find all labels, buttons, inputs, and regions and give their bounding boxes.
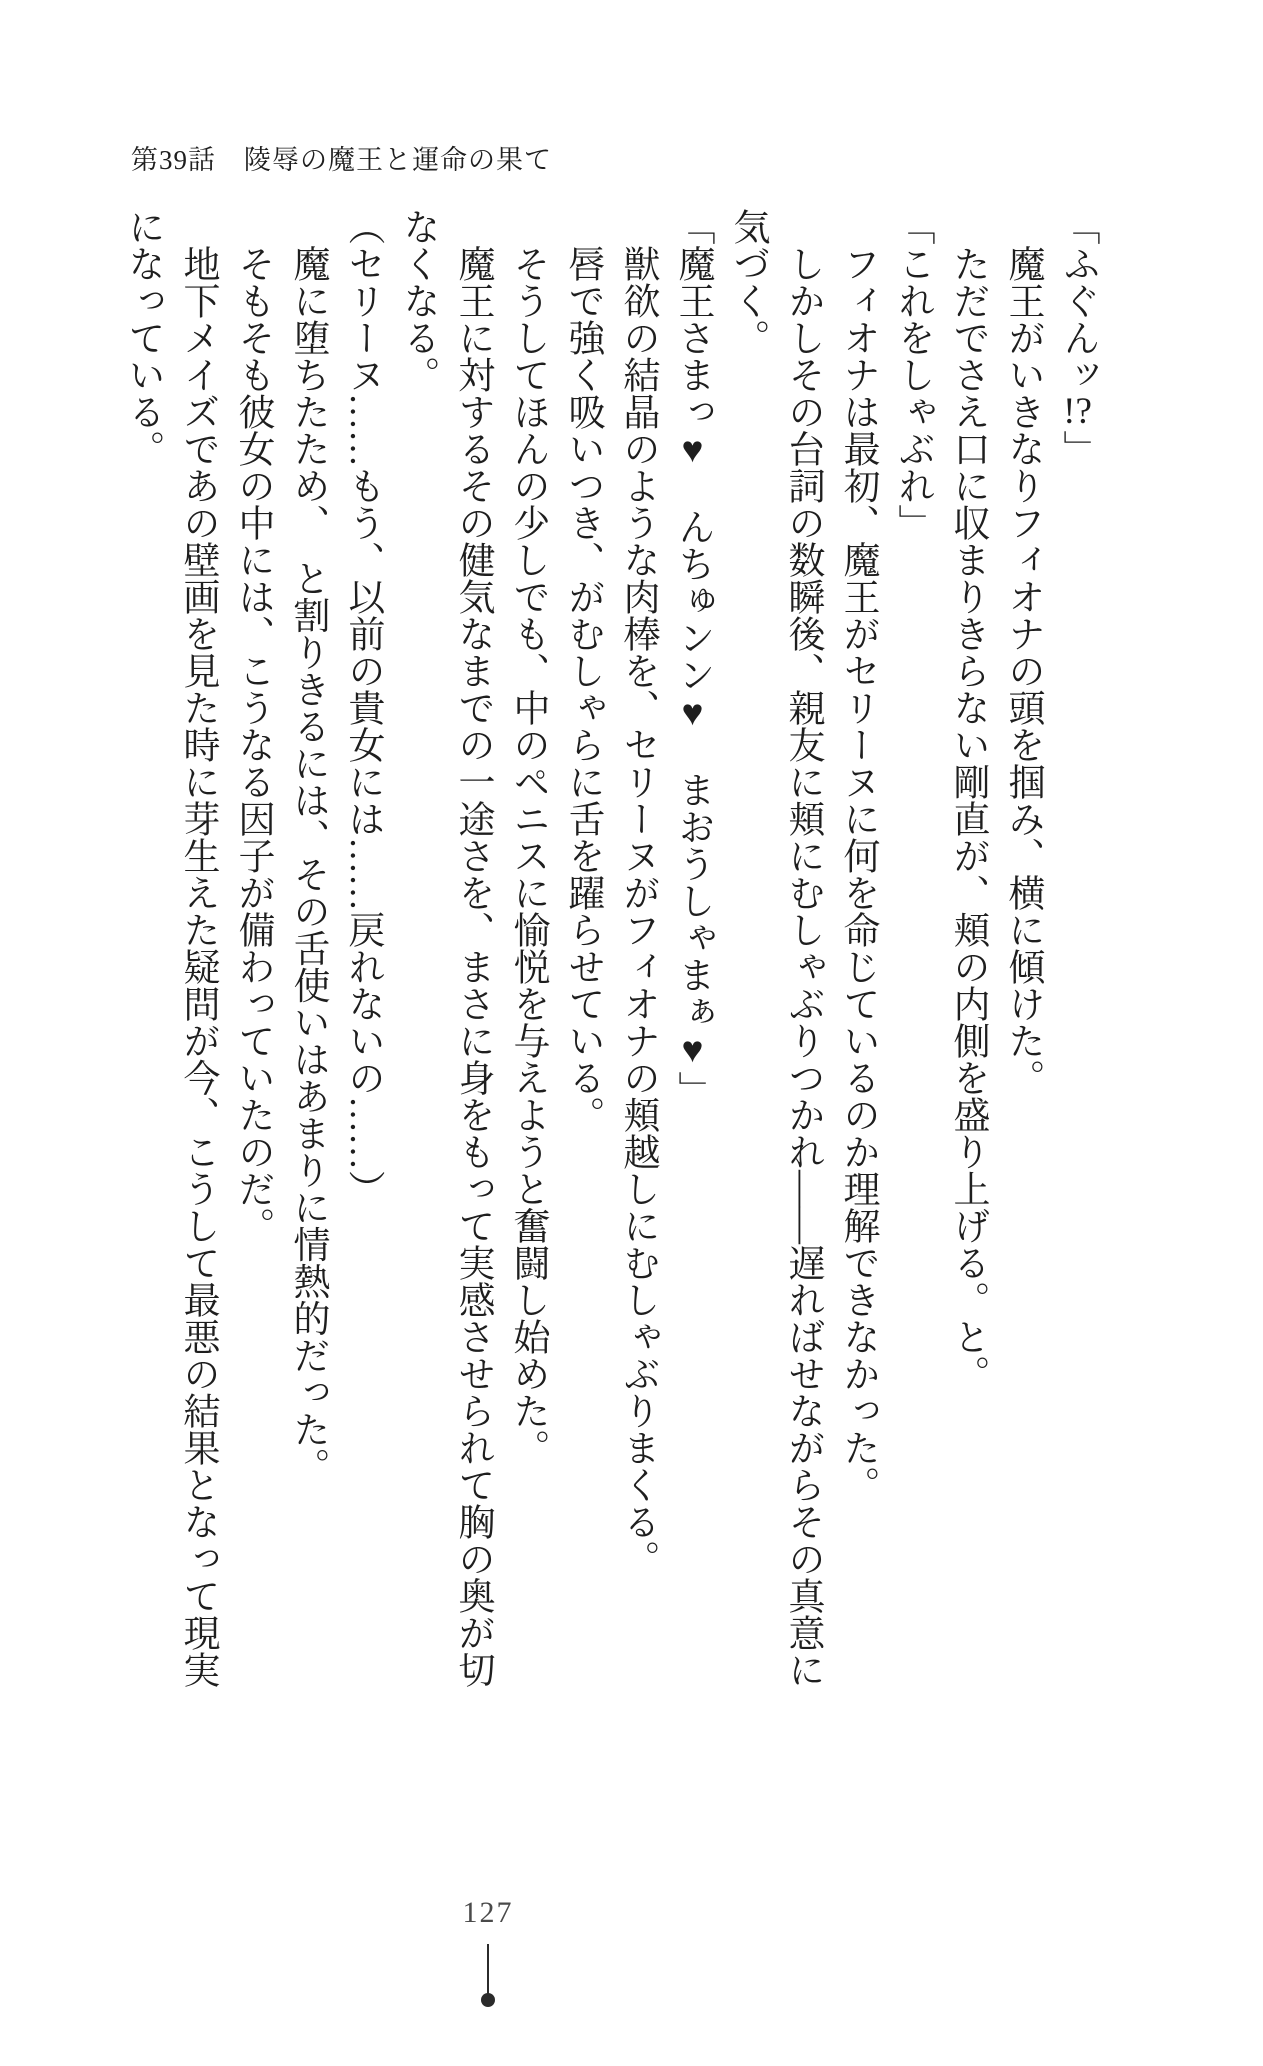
text-column: しかしその台詞の数瞬後、親友に頬にむしゃぶりつかれ――遅ればせながらその真意に xyxy=(782,245,823,1688)
text-column: フィオナは最初、魔王がセリーヌに何を命じているのか理解できなかった。 xyxy=(837,245,878,1503)
text-column: 「ふぐんッ!?」 xyxy=(1057,208,1098,467)
text-column: 魔に堕ちたため、 と割りきるには、その舌使いはあまりに情熱的だった。 xyxy=(287,245,328,1485)
page-number: 127 xyxy=(462,1896,514,1929)
ornament-dot-icon xyxy=(481,1993,495,2007)
text-column: （セリーヌ……もう、以前の貴女には……戻れないの……） xyxy=(342,208,383,1207)
text-column: 「これをしゃぶれ」 xyxy=(892,208,933,541)
text-column: ただでさえ口に収まりきらない剛直が、頬の内側を盛り上げる。と。 xyxy=(947,245,988,1392)
text-column: 魔王に対するその健気なまでの一途さを、まさに身をもって実感させられて胸の奥が切 xyxy=(452,245,493,1688)
text-column: 地下メイズであの壁画を見た時に芽生えた疑問が今、こうして最悪の結果となって現実 xyxy=(177,245,218,1688)
text-column: そもそも彼女の中には、こうなる因子が備わっていたのだ。 xyxy=(232,245,273,1244)
text-column: そうしてほんの少しでも、中のペニスに愉悦を与えようと奮闘し始めた。 xyxy=(507,245,548,1466)
body-text xyxy=(115,208,1105,1698)
text-column: になっている。 xyxy=(122,208,163,467)
ornament-line-icon xyxy=(487,1944,489,1998)
tatechuyoko-exclamation: !? xyxy=(1063,393,1092,430)
text-column: なくなる。 xyxy=(397,208,438,393)
chapter-header: 第39話 陵辱の魔王と運命の果て xyxy=(131,145,552,175)
text-column: 気づく。 xyxy=(727,208,768,356)
text-column: 唇で強く吸いつき、がむしゃらに舌を躍らせている。 xyxy=(562,245,603,1133)
text-column: 魔王がいきなりフィオナの頭を掴み、横に傾けた。 xyxy=(1002,245,1043,1096)
text-column: 獣欲の結晶のような肉棒を、セリーヌがフィオナの頬越しにむしゃぶりまくる。 xyxy=(617,245,658,1577)
text-column: 「魔王さまっ♥ んちゅンン♥ まおうしゃまぁ♥」 xyxy=(672,208,713,1108)
